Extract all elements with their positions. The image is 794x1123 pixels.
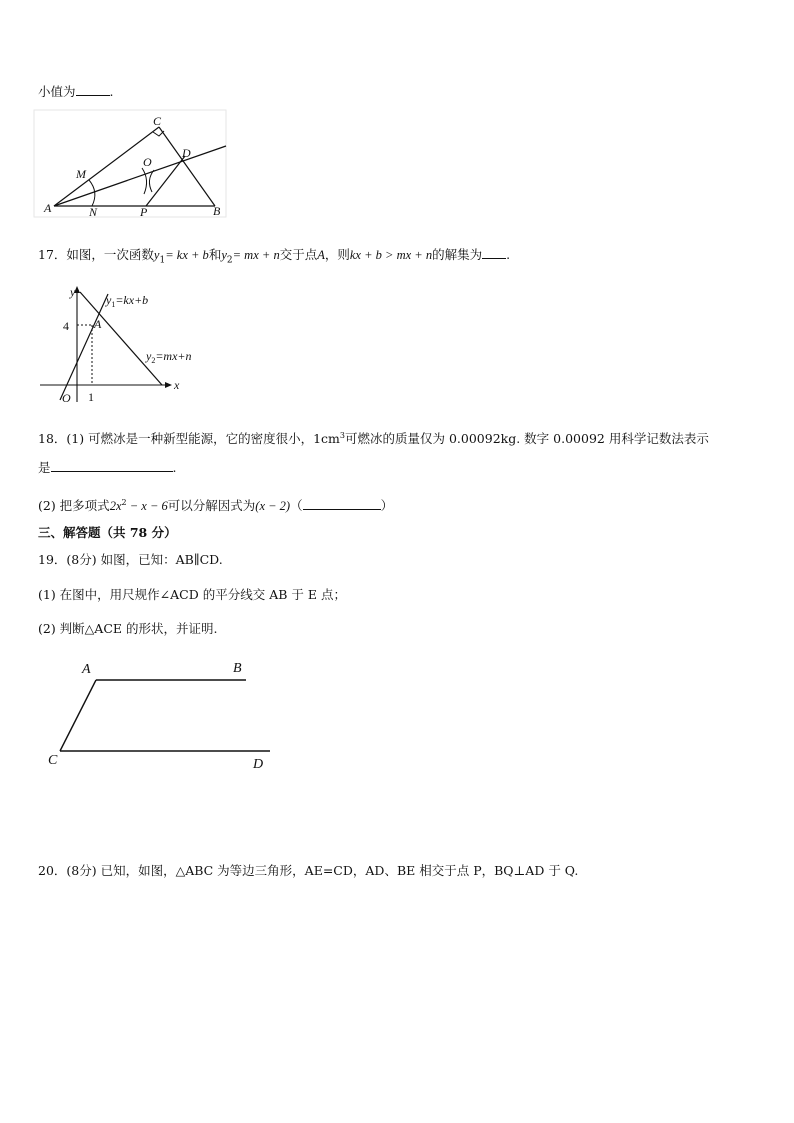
line2-label: $y_2=mx+n$ — [146, 349, 192, 365]
section-3-title: 三、解答题（共 78 分） — [38, 525, 177, 540]
q16-end: . — [109, 84, 114, 99]
q18-part1-c: 是 — [38, 460, 51, 475]
q18-poly-b: − x − 6 — [126, 499, 168, 514]
q17-point-A: A — [317, 248, 325, 262]
label-N: N — [89, 205, 98, 219]
origin-label: O — [62, 391, 71, 405]
q18-sup: 3 — [339, 431, 345, 440]
figure-17 — [36, 282, 236, 407]
label-M: M — [76, 167, 86, 181]
label-A: A — [82, 662, 91, 677]
line1-label: $y_1=kx+b$ — [106, 293, 149, 309]
q18-answer-blank-1 — [51, 458, 173, 472]
label-O: O — [143, 155, 152, 169]
q17-number: 17． — [38, 247, 67, 262]
q16-answer-blank — [76, 82, 110, 96]
q18-paren-close: ） — [380, 498, 394, 514]
q18-poly-sup: 2 — [121, 498, 127, 507]
q19-line-2: (1) 在图中，用尺规作∠ACD 的平分线交 AB 于 E 点； — [38, 587, 346, 602]
y-axis-label: y — [70, 285, 76, 299]
q17-part-3: 交于点 — [279, 247, 318, 262]
q18-answer-blank-2 — [303, 496, 381, 510]
figure-16 — [34, 110, 264, 222]
line-y1 — [60, 294, 108, 400]
tick-y-4: 4 — [63, 319, 69, 333]
q17-text — [38, 245, 510, 270]
q17-y1: y — [153, 248, 160, 262]
q17-part-1: 如图，一次函数 — [66, 247, 154, 262]
q16-text: 小值为 — [38, 84, 76, 99]
q18-part2-a: (2) 把多项式 — [38, 498, 110, 514]
q17-part-4: ，则 — [324, 247, 350, 262]
q17-answer-blank — [482, 245, 506, 259]
segment-PD — [146, 156, 185, 206]
q17-end: . — [506, 247, 511, 262]
q18-factor: (x − 2) — [255, 499, 291, 514]
q18-part1-a: (1) 可燃冰是一种新型能源，它的密度很小，1cm — [66, 431, 340, 447]
label-D: D — [182, 146, 191, 160]
q18-paren-open: （ — [290, 498, 303, 514]
figure-16-frame — [34, 110, 226, 217]
label-C: C — [153, 114, 162, 128]
q19-line-3: (2) 判断△ACE 的形状，并证明. — [38, 621, 218, 636]
q18-number: 18． — [38, 431, 67, 447]
q20-line-1: 20．(8分) 已知，如图，△ABC 为等边三角形，AE=CD，AD、BE 相交于点 P，BQ⊥AD 于 Q. — [38, 863, 579, 878]
q18-part1-b: 可燃冰的质量仅为 0.00092kg. 数字 0.00092 用科学记数法表示 — [345, 431, 709, 447]
q19-line-1: 19．(8分) 如图，已知：AB∥CD. — [38, 552, 223, 567]
q17-y1-sub: 1 — [159, 255, 166, 266]
q17-eq1: = kx + b — [165, 248, 209, 262]
label-D: D — [253, 757, 264, 772]
q17-part-5: 的解集为 — [432, 247, 483, 262]
q18-poly-a: 2x — [109, 499, 122, 514]
q18-line-3 — [38, 494, 393, 515]
label-P: P — [140, 205, 148, 219]
q17-y2: y — [221, 248, 227, 262]
construction-arc-2 — [149, 170, 154, 192]
point-A-label: A — [94, 317, 102, 331]
tick-x-1: 1 — [88, 390, 94, 404]
q17-eq2: = mx + n — [232, 248, 280, 262]
label-B: B — [233, 661, 242, 676]
q17-y2-sub: 2 — [226, 255, 233, 266]
label-A: A — [44, 201, 52, 215]
q18-line-1 — [38, 427, 709, 448]
segment-AC — [60, 680, 96, 751]
q18-line-2 — [38, 458, 177, 477]
x-axis-arrow — [165, 382, 172, 388]
q18-part2-b: 可以分解因式为 — [167, 498, 256, 514]
label-B: B — [213, 204, 221, 218]
q18-part1-end: . — [172, 460, 177, 475]
construction-arc-1 — [142, 168, 147, 194]
q17-inequality: kx + b > mx + n — [349, 248, 433, 262]
q16-tail — [38, 82, 114, 101]
q17-part-2: 和 — [208, 247, 222, 262]
figure-19 — [46, 656, 286, 776]
label-C: C — [48, 753, 58, 768]
x-axis-label: x — [174, 378, 180, 392]
